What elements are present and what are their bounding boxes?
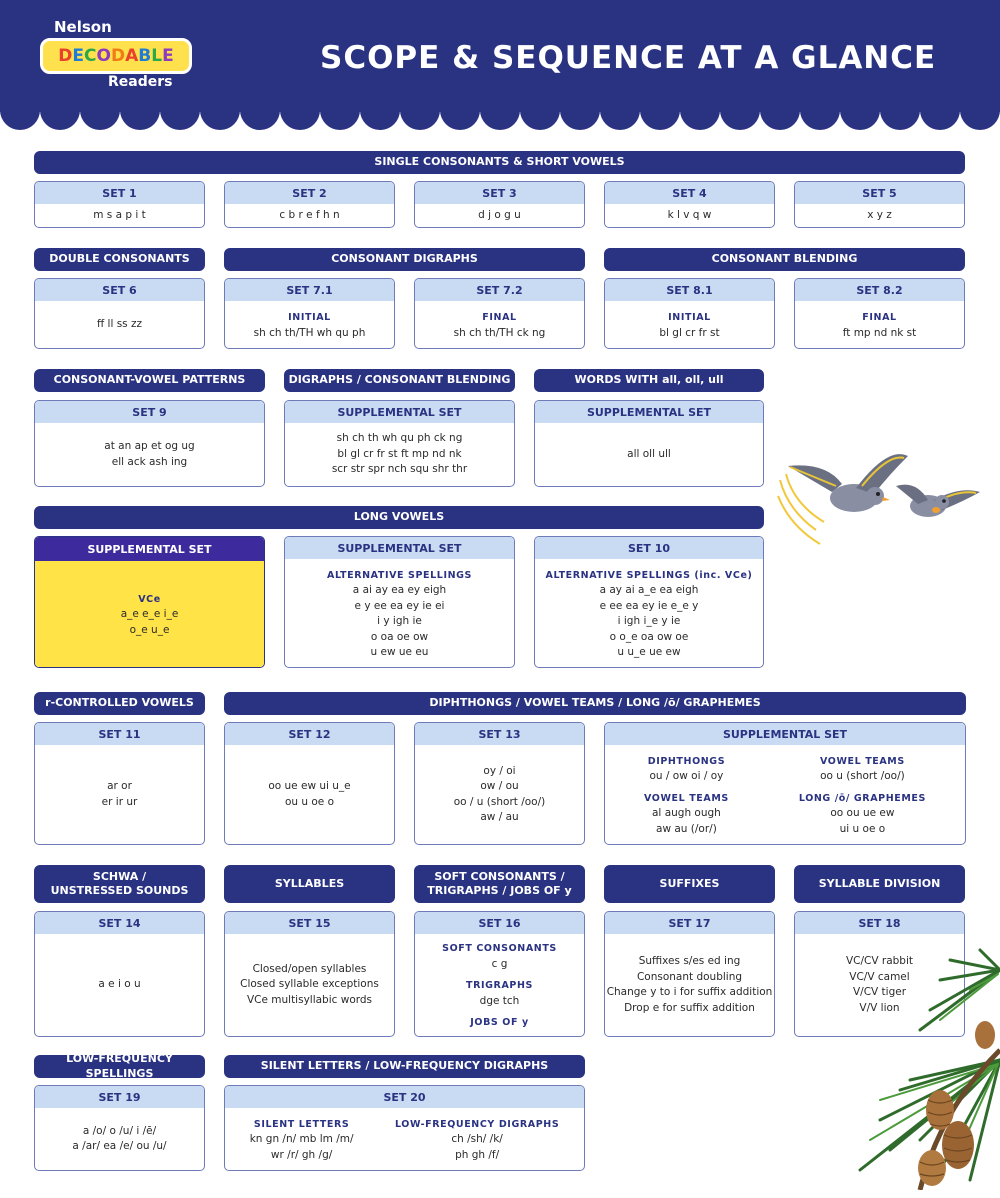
card-set-14 — [34, 911, 205, 1037]
card-line: a ai ay ea ey eigh — [352, 584, 447, 596]
card-text: m s a p i t — [93, 208, 146, 221]
card-line: ell ack ash ing — [111, 455, 188, 468]
card-set-7-2 — [414, 278, 585, 349]
card-line: Drop e for suffix addition — [624, 1001, 755, 1014]
card-subheading: SILENT LETTERS — [253, 1118, 350, 1130]
card-text: all oll ull — [627, 447, 671, 460]
card-line: a /ar/ ea /e/ ou /u/ — [72, 1140, 167, 1152]
card-text: sh ch th/TH ck ng — [453, 326, 546, 339]
scallop — [640, 104, 680, 130]
card-line: sh ch th wh qu ph ck ng — [336, 432, 463, 445]
section-diphthongs: DIPHTHONGS / VOWEL TEAMS / LONG /ō/ GRAPHEMES — [224, 692, 966, 715]
card-line: VC/CV rabbit — [845, 955, 914, 967]
card-title: SET 19 — [35, 1086, 204, 1108]
card-line: kn gn /n/ mb lm /m/ — [249, 1133, 354, 1146]
card-supplemental-vce — [34, 536, 265, 668]
card-line: wr /r/ gh /g/ — [270, 1148, 333, 1161]
card-line: Change y to i for suffix addition — [606, 986, 773, 998]
card-title: SUPPLEMENTAL SET — [35, 537, 264, 561]
scallop — [600, 104, 640, 130]
card-line: oy / oi — [483, 764, 516, 777]
section-soft-line-2: TRIGRAPHS / JOBS OF y — [427, 884, 572, 897]
card-line: VCe multisyllabic words — [246, 993, 373, 1006]
card-subheading: FINAL — [482, 312, 517, 323]
scallop — [960, 104, 1000, 130]
card-set-19 — [34, 1085, 205, 1171]
card-set-8-2 — [794, 278, 965, 349]
card-line: V/V lion — [859, 1001, 900, 1014]
scallop — [520, 104, 560, 130]
card-line: i igh i_e y ie — [617, 615, 681, 627]
card-text: bl gl cr fr st — [659, 326, 720, 339]
card-line: a_e e_e i_e — [120, 608, 179, 621]
card-title: SET 20 — [225, 1086, 584, 1108]
card-set-11 — [34, 722, 205, 845]
card-line: i y igh ie — [377, 615, 422, 627]
section-schwa-line-1: SCHWA / — [92, 869, 147, 883]
page-title: SCOPE & SEQUENCE AT A GLANCE — [320, 40, 937, 76]
card-set-12 — [224, 722, 395, 845]
card-set-15 — [224, 911, 395, 1037]
card-line: ch /sh/ /k/ — [451, 1133, 503, 1146]
card-title: SET 16 — [415, 912, 584, 934]
card-title: SET 3 — [415, 182, 584, 204]
card-subheading: VOWEL TEAMS — [820, 755, 905, 767]
card-text: sh ch th/TH wh qu ph — [253, 326, 366, 339]
card-text: ff ll ss zz — [96, 317, 143, 330]
logo-box — [40, 38, 192, 74]
card-title: SET 8.1 — [605, 279, 774, 301]
card-line: oo / u (short /oo/) — [453, 795, 546, 808]
card-subheading: LONG /ō/ GRAPHEMES — [798, 792, 926, 804]
card-subheading: INITIAL — [668, 312, 711, 323]
card-title: SET 5 — [795, 182, 964, 204]
card-subheading: JOBS OF y — [470, 1017, 529, 1029]
card-supplemental-all — [534, 400, 764, 487]
card-text: d j o g u — [478, 208, 521, 221]
card-line: at an ap et og ug — [104, 440, 195, 452]
card-line: oo ue ew ui u_e — [268, 780, 351, 792]
logo-top-text: Nelson — [54, 18, 112, 36]
card-subheading: ALTERNATIVE SPELLINGS (inc. VCe) — [545, 569, 753, 581]
card-subheading: FINAL — [862, 312, 897, 323]
card-set-2 — [224, 181, 395, 228]
card-line: Suffixes s/es ed ing — [638, 955, 741, 967]
left-column — [644, 752, 729, 838]
card-text: ft mp nd nk st — [842, 326, 917, 339]
section-all-oll-ull: WORDS WITH all, oll, ull — [534, 369, 764, 392]
card-subheading: DIPHTHONGS — [647, 755, 726, 767]
scallop — [200, 104, 240, 130]
card-set-13 — [414, 722, 585, 845]
card-supplemental-digraphs — [284, 400, 515, 487]
card-set-5 — [794, 181, 965, 228]
card-title: SET 15 — [225, 912, 394, 934]
card-line: Closed/open syllables — [252, 962, 367, 975]
card-title: SET 4 — [605, 182, 774, 204]
section-soft-line-1: SOFT CONSONANTS / — [434, 869, 565, 883]
scallop — [360, 104, 400, 130]
birds-illustration — [776, 440, 986, 550]
scallop — [160, 104, 200, 130]
scallop — [120, 104, 160, 130]
card-line: ou / ow oi / oy — [649, 770, 724, 783]
scallop — [880, 104, 920, 130]
card-subheading: LOW-FREQUENCY DIGRAPHS — [394, 1118, 560, 1130]
section-long-vowels: LONG VOWELS — [34, 506, 764, 529]
card-title: SUPPLEMENTAL SET — [535, 401, 763, 423]
card-set-1 — [34, 181, 205, 228]
scallop — [80, 104, 120, 130]
section-soft-consonants — [414, 865, 585, 903]
card-line: Closed syllable exceptions — [240, 978, 379, 991]
card-set-16 — [414, 911, 585, 1037]
card-subheading: ALTERNATIVE SPELLINGS — [327, 569, 472, 581]
card-set-7-1 — [224, 278, 395, 349]
scallop — [800, 104, 840, 130]
card-title: SET 7.1 — [225, 279, 394, 301]
card-subheading: VCe — [138, 593, 161, 605]
card-line: a ay ai a_e ea eigh — [599, 584, 699, 596]
card-line: o o_e oa ow oe — [609, 630, 689, 643]
card-line: dge tch — [479, 994, 520, 1007]
card-line: ow / ou — [480, 780, 519, 792]
card-line: bl gl cr fr st ft mp nd nk — [337, 447, 462, 460]
section-syllables: SYLLABLES — [224, 865, 395, 903]
card-subheading: INITIAL — [288, 312, 331, 323]
card-set-9 — [34, 400, 265, 487]
scallop — [480, 104, 520, 130]
section-single-consonants: SINGLE CONSONANTS & SHORT VOWELS — [34, 151, 965, 174]
section-r-controlled: r-CONTROLLED VOWELS — [34, 692, 205, 715]
card-subheading: TRIGRAPHS — [466, 980, 533, 992]
card-title: SET 11 — [35, 723, 204, 745]
card-title: SET 7.2 — [415, 279, 584, 301]
card-line: aw au (/or/) — [656, 822, 717, 835]
card-title: SET 17 — [605, 912, 774, 934]
card-line: a /o/ o /u/ i /ē/ — [82, 1124, 157, 1137]
card-line: oo u (short /oo/) — [820, 770, 905, 783]
card-set-8-1 — [604, 278, 775, 349]
card-line: oo ou ue ew — [830, 807, 895, 820]
right-column — [799, 752, 926, 838]
section-suffixes: SUFFIXES — [604, 865, 775, 903]
card-set-17 — [604, 911, 775, 1037]
card-line: ou u oe o — [284, 795, 335, 808]
card-text: k l v q w — [667, 208, 712, 221]
scallop — [240, 104, 280, 130]
card-text: c b r e f h n — [279, 208, 340, 221]
card-line: o_e u_e — [129, 623, 170, 636]
section-syllable-division: SYLLABLE DIVISION — [794, 865, 965, 903]
card-line: aw / au — [480, 811, 519, 823]
card-subheading: VOWEL TEAMS — [644, 792, 729, 804]
card-line: ui u oe o — [839, 822, 886, 835]
card-line: scr str spr nch squ shr thr — [331, 463, 468, 476]
right-column — [395, 1115, 559, 1164]
scallop — [0, 104, 40, 130]
logo-bottom-text: Readers — [108, 74, 173, 90]
card-line: VC/V camel — [849, 970, 910, 983]
card-set-3 — [414, 181, 585, 228]
card-set-4 — [604, 181, 775, 228]
card-title: SET 1 — [35, 182, 204, 204]
section-cv-patterns: CONSONANT-VOWEL PATTERNS — [34, 369, 265, 392]
card-set-6 — [34, 278, 205, 349]
scallop — [400, 104, 440, 130]
section-low-frequency: LOW-FREQUENCY SPELLINGS — [34, 1055, 205, 1078]
card-title: SET 8.2 — [795, 279, 964, 301]
section-double-consonants: DOUBLE CONSONANTS — [34, 248, 205, 271]
card-line: c g — [491, 957, 508, 970]
section-consonant-digraphs: CONSONANT DIGRAPHS — [224, 248, 585, 271]
scallop — [320, 104, 360, 130]
left-column — [250, 1115, 354, 1164]
card-line: u u_e ue ew — [617, 646, 681, 658]
card-title: SET 10 — [535, 537, 763, 559]
scallop — [760, 104, 800, 130]
section-digraphs-blending: DIGRAPHS / CONSONANT BLENDING — [284, 369, 515, 392]
pine-branch-illustration — [820, 940, 1000, 1190]
scallop — [840, 104, 880, 130]
scallop-edge — [0, 104, 1000, 130]
card-title: SET 14 — [35, 912, 204, 934]
card-set-10 — [534, 536, 764, 668]
card-line: V/CV tiger — [852, 986, 907, 998]
card-title: SUPPLEMENTAL SET — [605, 723, 965, 745]
scallop — [680, 104, 720, 130]
card-line: e ee ea ey ie e_e y — [599, 599, 699, 612]
card-line: u ew ue eu — [370, 646, 429, 658]
card-line: Consonant doubling — [636, 970, 743, 983]
scallop — [720, 104, 760, 130]
card-title: SUPPLEMENTAL SET — [285, 537, 514, 559]
card-line: o oa oe ow — [370, 630, 429, 643]
card-title: SET 2 — [225, 182, 394, 204]
scallop — [280, 104, 320, 130]
card-line: ph gh /f/ — [455, 1148, 500, 1161]
card-line: al augh ough — [652, 807, 721, 820]
logo — [36, 16, 196, 90]
card-subheading: SOFT CONSONANTS — [442, 943, 557, 955]
card-title: SET 6 — [35, 279, 204, 301]
scallop — [440, 104, 480, 130]
card-title: SET 9 — [35, 401, 264, 423]
scallop — [40, 104, 80, 130]
section-consonant-blending: CONSONANT BLENDING — [604, 248, 965, 271]
card-line: er ir ur — [101, 795, 138, 808]
card-title: SET 12 — [225, 723, 394, 745]
card-line: ar or — [107, 780, 132, 792]
section-schwa-line-2: UNSTRESSED SOUNDS — [50, 884, 189, 897]
card-supplemental-alternative — [284, 536, 515, 668]
logo-middle-text: DECODABLE — [58, 46, 174, 66]
scallop — [560, 104, 600, 130]
scallop — [920, 104, 960, 130]
card-text: a e i o u — [98, 978, 141, 991]
card-title: SUPPLEMENTAL SET — [285, 401, 514, 423]
card-title: SET 13 — [415, 723, 584, 745]
card-title: SET 18 — [795, 912, 964, 934]
section-silent-letters: SILENT LETTERS / LOW-FREQUENCY DIGRAPHS — [224, 1055, 585, 1078]
card-set-20 — [224, 1085, 585, 1171]
card-line: e y ee ea ey ie ei — [354, 599, 445, 612]
section-schwa — [34, 865, 205, 903]
card-text: x y z — [867, 208, 892, 221]
card-supplemental-diphthongs — [604, 722, 966, 845]
